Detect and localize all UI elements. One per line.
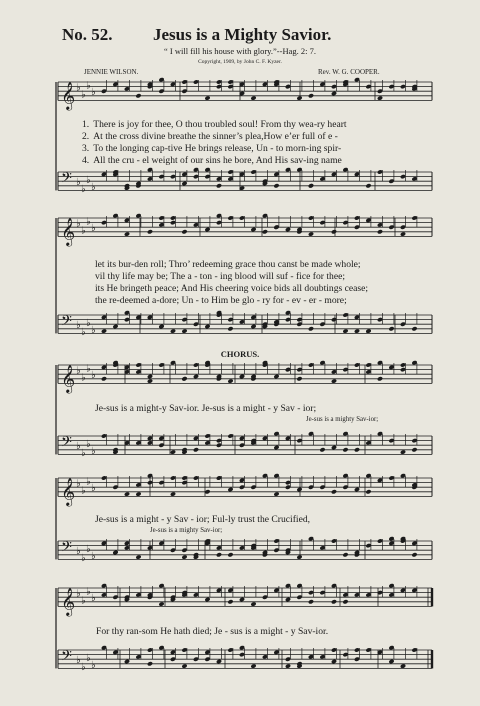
note-head	[377, 229, 383, 234]
verse-2-line-1: 2. At the cross divine breathe the sinner’s plea,How e’er full of e -	[82, 131, 338, 142]
note-head	[239, 374, 245, 379]
bass-clef-icon: 𝄢	[61, 539, 72, 559]
note-head	[296, 95, 302, 100]
bass-clef-icon: 𝄢	[61, 648, 72, 668]
note-head	[285, 227, 291, 232]
note-head	[365, 489, 371, 494]
note-head	[181, 376, 187, 381]
verse-1-line-1: 1. There is joy for thee, O thou troubled soul! From thy wea-ry heart	[82, 119, 347, 130]
note-head	[147, 661, 153, 666]
chorus-line-3: For thy ran-som He hath died; Je - sus is a might - y Sav-ior.	[96, 626, 329, 637]
note-head	[331, 659, 337, 664]
note-head	[331, 489, 337, 494]
note-head	[124, 659, 130, 664]
note-head	[354, 447, 360, 452]
note-head	[250, 95, 256, 100]
note-head	[193, 447, 199, 452]
flat-sign-icon: ♭	[86, 363, 91, 375]
note-head	[331, 599, 337, 604]
chorus-line-1-bass: Je-sus is a mighty Sav-ior;	[306, 416, 379, 423]
bass-clef-icon: 𝄢	[61, 313, 72, 333]
treble-clef-icon: 𝄞	[61, 217, 76, 246]
note-head	[147, 378, 153, 383]
note-head	[250, 601, 256, 606]
note-head	[170, 449, 176, 454]
note-head	[147, 229, 153, 234]
note-head	[365, 328, 371, 333]
chorus-line-2: Je-sus is a might - y Sav - ior; Ful-ly trust the Crucified,	[95, 514, 311, 525]
flat-sign-icon: ♭	[81, 485, 86, 497]
note-head	[377, 95, 383, 100]
note-head	[388, 326, 394, 331]
flat-sign-icon: ♭	[81, 327, 86, 339]
note-head	[273, 445, 279, 450]
flat-sign-icon: ♭	[76, 441, 81, 453]
hymn-title: Jesus is a Mighty Savior.	[153, 25, 332, 44]
note-head	[377, 376, 383, 381]
note-head	[250, 324, 256, 329]
treble-clef-icon: 𝄞	[61, 587, 76, 616]
note-head	[204, 95, 210, 100]
flat-sign-icon: ♭	[91, 181, 96, 193]
note-head	[400, 663, 406, 668]
note-head	[354, 328, 360, 333]
note-head	[181, 229, 187, 234]
note-head	[216, 552, 222, 557]
note-head	[181, 328, 187, 333]
flat-sign-icon: ♭	[86, 543, 91, 555]
lyricist-credit: JENNIE WILSON.	[84, 68, 139, 76]
note-head	[296, 376, 302, 381]
chorus-line-1: Je-sus is a might-y Sav-ior. Je-sus is a might - y Sav - ior;	[95, 403, 317, 414]
flat-sign-icon: ♭	[76, 588, 81, 600]
verse-4-line-2: the re-deemed a-dore; Un - to Him be glo - ry for - ev - er - more;	[95, 295, 347, 306]
flat-sign-icon: ♭	[76, 365, 81, 377]
note-head	[262, 229, 268, 234]
note-head	[135, 93, 141, 98]
note-head	[101, 376, 107, 381]
note-head	[411, 326, 417, 331]
hymn-number: No. 52.	[62, 25, 113, 44]
note-head	[273, 374, 279, 379]
treble-clef-icon: 𝄞	[61, 364, 76, 393]
note-head	[112, 550, 118, 555]
note-head	[273, 183, 279, 188]
flat-sign-icon: ♭	[76, 82, 81, 94]
flat-sign-icon: ♭	[91, 223, 96, 235]
flat-sign-icon: ♭	[81, 448, 86, 460]
note-head	[181, 181, 187, 186]
note-head	[227, 552, 233, 557]
note-head	[227, 378, 233, 383]
note-head	[250, 663, 256, 668]
note-head	[331, 445, 337, 450]
flat-sign-icon: ♭	[86, 174, 91, 186]
bass-clef-icon: 𝄢	[61, 434, 72, 454]
note-head	[342, 328, 348, 333]
flat-sign-icon: ♭	[86, 586, 91, 598]
note-head	[181, 663, 187, 668]
note-head	[227, 599, 233, 604]
flat-sign-icon: ♭	[76, 320, 81, 332]
note-head	[216, 183, 222, 188]
note-head	[331, 378, 337, 383]
note-head	[204, 324, 210, 329]
note-head	[273, 491, 279, 496]
note-head	[400, 231, 406, 236]
note-head	[365, 183, 371, 188]
chorus-label: CHORUS.	[220, 349, 260, 359]
flat-sign-icon: ♭	[91, 370, 96, 382]
flat-sign-icon: ♭	[76, 478, 81, 490]
flat-sign-icon: ♭	[81, 225, 86, 237]
note-head	[193, 374, 199, 379]
flat-sign-icon: ♭	[91, 445, 96, 457]
chorus-line-2-bass: Je-sus is a mighty Sav-ior;	[150, 527, 223, 534]
flat-sign-icon: ♭	[76, 546, 81, 558]
scripture-epigraph: “ I will fill his house with glory.”--Hag. 2: 7.	[164, 46, 316, 56]
note-head	[411, 447, 417, 452]
flat-sign-icon: ♭	[86, 80, 91, 92]
flat-sign-icon: ♭	[86, 216, 91, 228]
copyright-notice: Copyright, 1909, by John C. F. Kyzer.	[198, 59, 282, 65]
note-head	[296, 554, 302, 559]
verse-4-line-1: 4. All the cru - el weight of our sins he bore, And His sav-ing name	[82, 155, 342, 166]
note-head	[147, 374, 153, 379]
flat-sign-icon: ♭	[76, 655, 81, 667]
note-head	[227, 487, 233, 492]
note-head	[124, 491, 130, 496]
note-head	[204, 227, 210, 232]
note-head	[158, 324, 164, 329]
note-head	[308, 599, 314, 604]
note-head	[308, 231, 314, 236]
note-head	[308, 183, 314, 188]
flat-sign-icon: ♭	[86, 652, 91, 664]
note-head	[354, 487, 360, 492]
flat-sign-icon: ♭	[81, 662, 86, 674]
note-head	[135, 491, 141, 496]
note-head	[239, 597, 245, 602]
note-head	[342, 599, 348, 604]
note-head	[124, 231, 130, 236]
note-head	[342, 447, 348, 452]
flat-sign-icon: ♭	[76, 177, 81, 189]
flat-sign-icon: ♭	[81, 372, 86, 384]
note-head	[181, 554, 187, 559]
note-head	[411, 552, 417, 557]
composer-credit: Rev. W. G. COOPER.	[318, 68, 380, 76]
verse-3-line-1: 3. To the longing cap-tive He brings release, Un - to morn-ing spir-	[82, 143, 342, 154]
flat-sign-icon: ♭	[91, 550, 96, 562]
note-head	[331, 229, 337, 234]
note-head	[112, 324, 118, 329]
note-head	[158, 601, 164, 606]
note-head	[250, 227, 256, 232]
verse-2-line-2: vil thy life may be; The a - ton - ing blood will suf - fice for thee;	[95, 271, 345, 282]
flat-sign-icon: ♭	[76, 218, 81, 230]
note-head	[319, 447, 325, 452]
verse-1-line-2: let its bur-den roll; Thro’ redeeming grace thou canst be made whole;	[95, 259, 361, 270]
note-head	[388, 659, 394, 664]
flat-sign-icon: ♭	[81, 595, 86, 607]
note-head	[227, 326, 233, 331]
note-head	[135, 554, 141, 559]
flat-sign-icon: ♭	[81, 553, 86, 565]
note-head	[342, 552, 348, 557]
verse-3-line-2: its He bringeth peace; And His cheering voice bids all doubtings cease;	[95, 283, 369, 294]
flat-sign-icon: ♭	[91, 659, 96, 671]
note-head	[308, 326, 314, 331]
treble-clef-icon: 𝄞	[61, 81, 76, 110]
treble-clef-icon: 𝄞	[61, 477, 76, 506]
note-head	[204, 597, 210, 602]
bass-clef-icon: 𝄢	[61, 170, 72, 190]
note-head	[285, 663, 291, 668]
flat-sign-icon: ♭	[81, 89, 86, 101]
flat-sign-icon: ♭	[86, 438, 91, 450]
flat-sign-icon: ♭	[86, 476, 91, 488]
flat-sign-icon: ♭	[81, 184, 86, 196]
flat-sign-icon: ♭	[86, 317, 91, 329]
note-head	[331, 91, 337, 96]
note-head	[101, 328, 107, 333]
flat-sign-icon: ♭	[91, 324, 96, 336]
note-head	[308, 93, 314, 98]
note-head	[400, 449, 406, 454]
note-head	[296, 487, 302, 492]
flat-sign-icon: ♭	[91, 87, 96, 99]
note-head	[170, 491, 176, 496]
flat-sign-icon: ♭	[91, 593, 96, 605]
note-head	[170, 328, 176, 333]
flat-sign-icon: ♭	[91, 483, 96, 495]
note-head	[216, 659, 222, 664]
note-head	[285, 597, 291, 602]
